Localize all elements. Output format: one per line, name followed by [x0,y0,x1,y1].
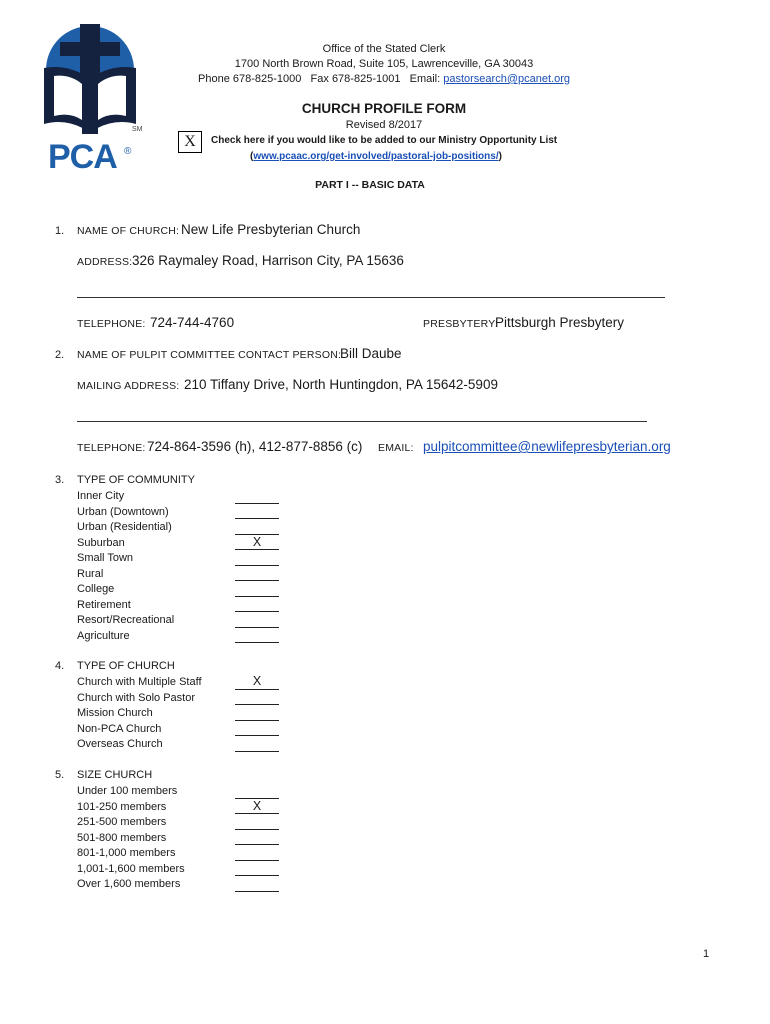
office-phone-fax: Phone 678-825-1000 Fax 678-825-1001 Email: [198,73,444,85]
option-mark: X [252,798,262,813]
church-name-value: New Life Presbyterian Church [181,222,361,237]
q2-number: 2. [55,349,65,361]
pca-cross-emblem-icon [40,22,140,137]
q3-heading: TYPE OF COMMUNITY [77,474,195,486]
contact-telephone-value: 724-864-3596 (h), 412-877-8856 (c) [147,439,363,454]
church-name-label: NAME OF CHURCH: [77,225,180,237]
option-mark: X [252,674,262,688]
q5-number: 5. [55,769,65,781]
option-answer-blank[interactable] [235,813,279,830]
q4-number: 4. [55,660,65,672]
option-label: Retirement [77,598,131,611]
option-label: Agriculture [77,629,130,642]
q1-number: 1. [55,225,65,237]
presbytery-label: PRESBYTERY: [423,318,498,330]
option-answer-blank[interactable] [235,611,279,628]
job-positions-link[interactable]: www.pcaac.org/get-involved/pastoral-job-positions/ [253,151,499,162]
option-label: Urban (Residential) [77,521,172,533]
option-answer-blank[interactable] [235,596,279,613]
service-mark: SM [132,126,143,133]
option-answer-blank[interactable] [235,549,279,566]
mailing-address-line [77,421,647,422]
option-answer-blank[interactable] [235,735,279,752]
option-answer-blank[interactable] [235,580,279,597]
option-mark: X [252,534,262,549]
form-revised: Revised 8/2017 [345,119,423,131]
address-label: ADDRESS: [77,256,133,268]
option-answer-blank[interactable] [235,565,279,582]
contact-email-link[interactable]: pulpitcommittee@newlifepresbyterian.org [423,439,671,454]
q5-heading: SIZE CHURCH [77,769,153,781]
pca-logo [40,22,143,182]
option-answer-blank[interactable] [235,860,279,877]
option-answer-blank[interactable] [235,875,279,892]
option-label: Urban (Downtown) [77,505,169,518]
email-label: EMAIL: [378,442,414,454]
ministry-link-line [250,151,502,162]
part-heading: PART I -- BASIC DATA [315,179,425,191]
option-label: Small Town [77,552,134,564]
page-number: 1 [703,948,710,960]
option-label: Mission Church [77,707,153,719]
option-answer-blank[interactable] [235,782,279,799]
office-name: Office of the Stated Clerk [322,43,446,55]
option-label: Over 1,600 members [77,878,181,890]
contact-telephone-label: TELEPHONE: [77,442,146,454]
presbytery-value: Pittsburgh Presbytery [495,315,625,330]
option-label: Rural [77,567,104,580]
option-label: 1,001-1,600 members [77,862,185,875]
option-answer-blank[interactable] [235,844,279,861]
option-label: Church with Multiple Staff [77,676,202,688]
option-label: Overseas Church [77,738,163,750]
option-label: Resort/Recreational [77,614,175,626]
option-label: 251-500 members [77,816,167,828]
q4-heading: TYPE OF CHURCH [77,660,175,672]
ministry-list-checkbox[interactable] [178,131,202,153]
office-address: 1700 North Brown Road, Suite 105, Lawrenceville, GA 30043 [234,58,534,70]
option-answer-blank[interactable] [235,518,279,535]
q3-number: 3. [55,474,65,486]
ministry-list-label: Check here if you would like to be added to our Ministry Opportunity List [211,135,558,146]
option-label: Under 100 members [77,785,178,797]
option-answer-blank[interactable] [235,689,279,706]
option-answer-blank[interactable] [235,487,279,504]
pca-wordmark: PCA [48,138,117,176]
option-label: 501-800 members [77,831,167,844]
office-contact [198,73,570,85]
mailing-address-value: 210 Tiffany Drive, North Huntingdon, PA 15642-5909 [184,377,498,392]
option-label: 101-250 members [77,800,167,813]
office-email-link[interactable]: pastorsearch@pcanet.org [443,73,570,85]
church-telephone-label: TELEPHONE: [77,318,146,330]
form-title: CHURCH PROFILE FORM [301,101,467,116]
option-answer-blank[interactable] [235,720,279,737]
option-label: 801-1,000 members [77,847,176,859]
mailing-address-label: MAILING ADDRESS: [77,380,180,392]
checkbox-mark: X [184,133,196,150]
contact-person-label: NAME OF PULPIT COMMITTEE CONTACT PERSON: [77,349,342,361]
contact-person-value: Bill Daube [340,346,402,361]
option-label: College [77,583,115,595]
address-value: 326 Raymaley Road, Harrison City, PA 15636 [132,253,404,268]
church-telephone-value: 724-744-4760 [150,315,235,330]
option-answer-blank[interactable] [235,627,279,644]
option-answer-blank[interactable] [235,704,279,721]
option-label: Inner City [77,490,125,502]
option-label: Non-PCA Church [77,722,162,735]
link-close-paren: ) [498,151,502,162]
link-open-paren: ( [250,151,254,162]
address-line [77,297,665,298]
option-answer-blank[interactable] [235,503,279,520]
option-label: Suburban [77,536,125,549]
registered-mark: ® [124,146,132,157]
option-answer-blank[interactable] [235,829,279,846]
option-label: Church with Solo Pastor [77,691,195,704]
